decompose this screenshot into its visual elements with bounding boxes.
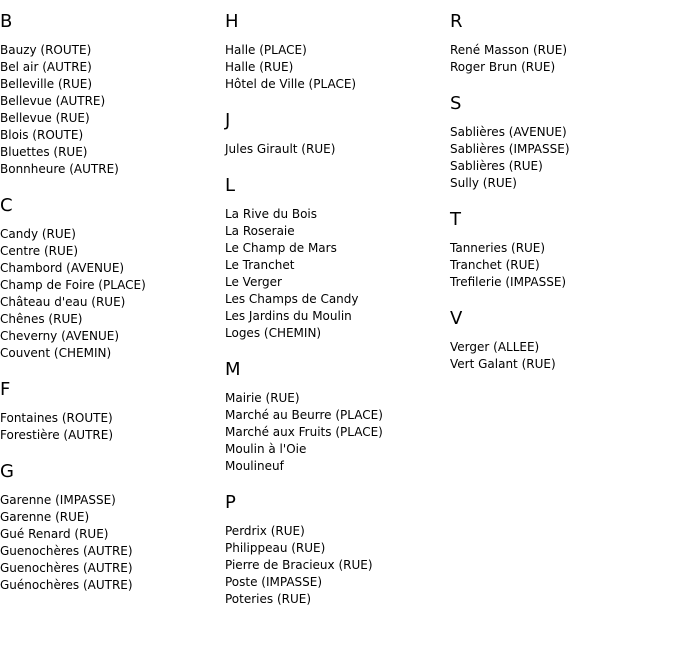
street-list: [450, 42, 670, 76]
letter-section: [450, 10, 670, 76]
letter-section: [0, 10, 220, 178]
street-list-item: Bonnheure (AUTRE): [0, 162, 119, 176]
section-letter-heading: H: [225, 11, 239, 32]
street-list-item: Moulineuf: [225, 459, 284, 473]
street-list-item: Bauzy (ROUTE): [0, 43, 92, 57]
street-list-item: Belleville (RUE): [0, 77, 93, 91]
section-letter-heading: L: [225, 175, 236, 196]
street-list-item: Halle (PLACE): [225, 43, 307, 57]
street-list-item: Sully (RUE): [450, 176, 517, 190]
street-list-item: Couvent (CHEMIN): [0, 346, 112, 360]
section-letter-heading: J: [225, 110, 231, 131]
section-letter-heading: V: [450, 308, 463, 329]
section-letter-heading: F: [0, 379, 11, 400]
street-list-item: Bellevue (AUTRE): [0, 94, 106, 108]
section-letter-heading: R: [450, 11, 463, 32]
street-list-item: Sablières (AVENUE): [450, 125, 567, 139]
street-list-item: Pierre de Bracieux (RUE): [225, 558, 373, 572]
letter-section: [450, 307, 670, 373]
street-list-item: Philippeau (RUE): [225, 541, 326, 555]
street-list: [0, 42, 220, 178]
street-list-item: Chênes (RUE): [0, 312, 83, 326]
street-list-item: Les Jardins du Moulin: [225, 309, 352, 323]
street-list-item: Jules Girault (RUE): [225, 142, 336, 156]
street-list-item: Poteries (RUE): [225, 592, 312, 606]
street-list-item: Loges (CHEMIN): [225, 326, 322, 340]
street-list-item: Gué Renard (RUE): [0, 527, 109, 541]
section-letter-heading: G: [0, 461, 14, 482]
section-letter-heading: P: [225, 492, 236, 513]
street-list-item: Blois (ROUTE): [0, 128, 84, 142]
street-list-item: Marché au Beurre (PLACE): [225, 408, 383, 422]
street-list-item: Chambord (AVENUE): [0, 261, 125, 275]
street-list-item: Guénochères (AUTRE): [0, 578, 133, 592]
section-letter-heading: B: [0, 11, 13, 32]
letter-section: [225, 10, 445, 93]
street-list-item: Château d'eau (RUE): [0, 295, 126, 309]
street-list: [225, 390, 445, 475]
street-list-item: Bluettes (RUE): [0, 145, 88, 159]
street-list-item: Garenne (IMPASSE): [0, 493, 116, 507]
section-letter-heading: T: [450, 209, 461, 230]
street-index-column: [0, 10, 220, 610]
street-list: [0, 492, 220, 594]
street-index-column: [450, 10, 670, 389]
street-list-item: Tranchet (RUE): [450, 258, 540, 272]
street-list-item: Les Champs de Candy: [225, 292, 359, 306]
street-list: [225, 206, 445, 342]
street-list-item: La Roseraie: [225, 224, 295, 238]
street-list-item: La Rive du Bois: [225, 207, 318, 221]
street-list-item: Sablières (IMPASSE): [450, 142, 570, 156]
street-list-item: René Masson (RUE): [450, 43, 568, 57]
street-list-item: Marché aux Fruits (PLACE): [225, 425, 383, 439]
street-list-item: Mairie (RUE): [225, 391, 300, 405]
street-index-column: [225, 10, 445, 624]
street-list-item: Centre (RUE): [0, 244, 79, 258]
street-list-item: Forestière (AUTRE): [0, 428, 114, 442]
letter-section: [0, 194, 220, 362]
letter-section: [225, 174, 445, 342]
street-list-item: Halle (RUE): [225, 60, 294, 74]
street-list-item: Verger (ALLEE): [450, 340, 540, 354]
section-letter-heading: C: [0, 195, 13, 216]
street-list-item: Bel air (AUTRE): [0, 60, 92, 74]
street-list-item: Roger Brun (RUE): [450, 60, 556, 74]
street-list-item: Guenochères (AUTRE): [0, 561, 133, 575]
section-letter-heading: M: [225, 359, 241, 380]
street-list-item: Trefilerie (IMPASSE): [450, 275, 567, 289]
street-list-item: Le Tranchet: [225, 258, 295, 272]
street-list-item: Tanneries (RUE): [450, 241, 546, 255]
street-list-item: Poste (IMPASSE): [225, 575, 323, 589]
street-list-item: Garenne (RUE): [0, 510, 90, 524]
street-list-item: Perdrix (RUE): [225, 524, 305, 538]
street-list-item: Cheverny (AVENUE): [0, 329, 120, 343]
street-list-item: Sablières (RUE): [450, 159, 543, 173]
street-list-item: Bellevue (RUE): [0, 111, 90, 125]
street-list-item: Hôtel de Ville (PLACE): [225, 77, 357, 91]
street-list-item: Candy (RUE): [0, 227, 76, 241]
street-list: [0, 226, 220, 362]
letter-section: [450, 208, 670, 291]
street-list-item: Le Verger: [225, 275, 282, 289]
street-list-item: Moulin à l'Oie: [225, 442, 307, 456]
letter-section: [0, 460, 220, 594]
street-list: [450, 124, 670, 192]
letter-section: [225, 109, 445, 158]
letter-section: [0, 378, 220, 444]
letter-section: [450, 92, 670, 192]
street-list: [225, 141, 445, 158]
section-letter-heading: S: [450, 93, 462, 114]
street-list: [225, 42, 445, 93]
street-list-item: Champ de Foire (PLACE): [0, 278, 146, 292]
letter-section: [225, 358, 445, 475]
street-list-item: Fontaines (ROUTE): [0, 411, 113, 425]
street-list-item: Vert Galant (RUE): [450, 357, 556, 371]
street-list: [225, 523, 445, 608]
street-list: [450, 240, 670, 291]
street-list-item: Guenochères (AUTRE): [0, 544, 133, 558]
letter-section: [225, 491, 445, 608]
street-list: [450, 339, 670, 373]
street-list-item: Le Champ de Mars: [225, 241, 337, 255]
street-list: [0, 410, 220, 444]
